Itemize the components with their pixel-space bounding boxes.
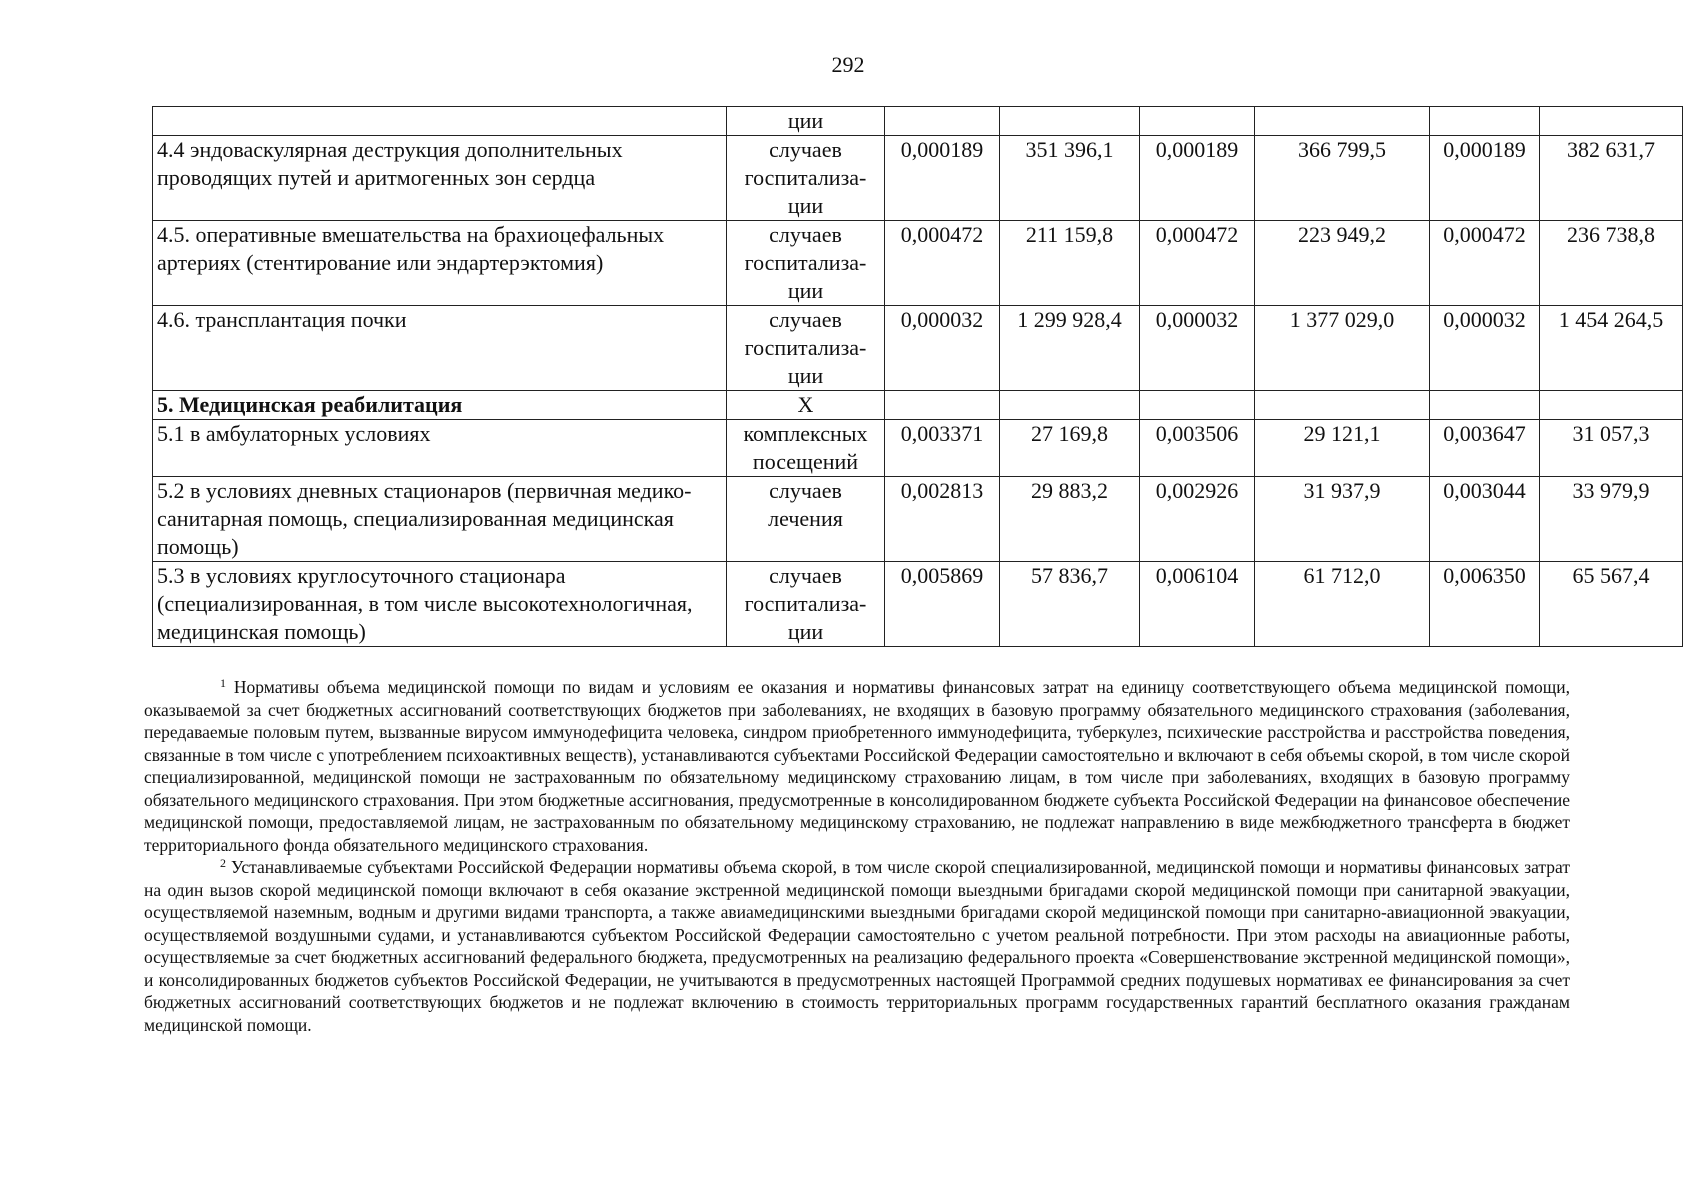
volume-norm-cell xyxy=(1430,107,1540,136)
cost-norm-cell xyxy=(1255,107,1430,136)
volume-norm-cell: 0,000472 xyxy=(1430,221,1540,306)
indicator-name-cell: 5. Медицинская реабилитация xyxy=(153,391,727,420)
cost-norm-cell xyxy=(1000,391,1140,420)
volume-norm-cell: 0,003371 xyxy=(885,420,1000,477)
cost-norm-cell: 57 836,7 xyxy=(1000,562,1140,647)
volume-norm-cell xyxy=(1430,391,1540,420)
norms-table xyxy=(152,106,1683,647)
cost-norm-cell: 65 567,4 xyxy=(1540,562,1683,647)
table-row xyxy=(153,306,1683,391)
footnote-mark: 1 xyxy=(220,676,226,690)
cost-norm-cell xyxy=(1255,391,1430,420)
volume-norm-cell: 0,000189 xyxy=(885,136,1000,221)
volume-norm-cell xyxy=(885,107,1000,136)
indicator-name-cell: 4.5. оперативные вмешательства на брахиоцефальных артериях (стентирование или эндартерэктомия) xyxy=(153,221,727,306)
volume-norm-cell: 0,006350 xyxy=(1430,562,1540,647)
volume-norm-cell: 0,003647 xyxy=(1430,420,1540,477)
volume-norm-cell: 0,000032 xyxy=(885,306,1000,391)
cost-norm-cell: 1 454 264,5 xyxy=(1540,306,1683,391)
volume-norm-cell: 0,003506 xyxy=(1140,420,1255,477)
cost-norm-cell: 1 299 928,4 xyxy=(1000,306,1140,391)
cost-norm-cell xyxy=(1000,107,1140,136)
cost-norm-cell: 31 937,9 xyxy=(1255,477,1430,562)
footnote-2 xyxy=(144,856,1570,1036)
page-number: 292 xyxy=(831,52,865,77)
volume-norm-cell: 0,006104 xyxy=(1140,562,1255,647)
volume-norm-cell: 0,000472 xyxy=(1140,221,1255,306)
table-row xyxy=(153,391,1683,420)
cost-norm-cell: 382 631,7 xyxy=(1540,136,1683,221)
cost-norm-cell: 27 169,8 xyxy=(1000,420,1140,477)
unit-cell: ции xyxy=(727,107,885,136)
cost-norm-cell: 366 799,5 xyxy=(1255,136,1430,221)
volume-norm-cell xyxy=(1140,107,1255,136)
volume-norm-cell: 0,000189 xyxy=(1430,136,1540,221)
cost-norm-cell: 31 057,3 xyxy=(1540,420,1683,477)
indicator-name-cell: 4.6. трансплантация почки xyxy=(153,306,727,391)
indicator-name-cell: 5.1 в амбулаторных условиях xyxy=(153,420,727,477)
cost-norm-cell: 61 712,0 xyxy=(1255,562,1430,647)
volume-norm-cell: 0,000189 xyxy=(1140,136,1255,221)
footnote-mark: 2 xyxy=(220,856,226,870)
unit-cell: случаев госпитализа-ции xyxy=(727,221,885,306)
volume-norm-cell: 0,003044 xyxy=(1430,477,1540,562)
volume-norm-cell xyxy=(1140,391,1255,420)
cost-norm-cell xyxy=(1540,391,1683,420)
unit-cell: Х xyxy=(727,391,885,420)
table-row xyxy=(153,136,1683,221)
unit-cell: комплексных посещений xyxy=(727,420,885,477)
table-row xyxy=(153,420,1683,477)
indicator-name-cell xyxy=(153,107,727,136)
volume-norm-cell: 0,000032 xyxy=(1140,306,1255,391)
unit-cell: случаев лечения xyxy=(727,477,885,562)
cost-norm-cell: 351 396,1 xyxy=(1000,136,1140,221)
cost-norm-cell: 1 377 029,0 xyxy=(1255,306,1430,391)
volume-norm-cell: 0,002926 xyxy=(1140,477,1255,562)
volume-norm-cell: 0,000032 xyxy=(1430,306,1540,391)
volume-norm-cell: 0,005869 xyxy=(885,562,1000,647)
indicator-name-cell: 5.3 в условиях круглосуточного стационара (специализированная, в том числе высокотехнологичная, медицинская помощь) xyxy=(153,562,727,647)
footnotes xyxy=(144,676,1570,1036)
unit-cell: случаев госпитализа-ции xyxy=(727,136,885,221)
volume-norm-cell: 0,000472 xyxy=(885,221,1000,306)
indicator-name-cell: 4.4 эндоваскулярная деструкция дополнительных проводящих путей и аритмогенных зон сердца xyxy=(153,136,727,221)
footnote-text: Устанавливаемые субъектами Российской Федерации нормативы объема скорой, в том числе скорой специализированной, медицинской помощи и нормативы финансовых затрат на один вызов скорой медицинской помощи включают в себя оказание экстренной медицинской помощи выездными бригадами скорой медицинской помощи при санитарной эвакуации, осуществляемой наземным, водным и другими видами транспорта, а также авиамедицинскими выездными бригадами скорой медицинской помощи при санитарно-авиационной эвакуации, осуществляемой воздушными судами, и устанавливаются субъектом Российской Федерации самостоятельно с учетом реальной потребности. При этом расходы на авиационные работы, осуществляемые за счет бюджетных ассигнований федерального бюджета, предусмотренных на реализацию федерального проекта «Совершенствование экстренной медицинской помощи», и консолидированных бюджетов субъектов Российской Федерации, не учитываются в предусмотренных настоящей Программой средних подушевых нормативах ее финансирования за счет бюджетных ассигнований соответствующих бюджетов и не подлежат включению в стоимость территориальных программ государственных гарантий бесплатного оказания гражданам медицинской помощи. xyxy=(144,857,1570,1035)
footnote-1 xyxy=(144,676,1570,856)
table-row xyxy=(153,477,1683,562)
cost-norm-cell: 33 979,9 xyxy=(1540,477,1683,562)
footnote-text: Нормативы объема медицинской помощи по видам и условиям ее оказания и нормативы финансовых затрат на единицу соответствующего объема медицинской помощи, оказываемой за счет бюджетных ассигнований соответствующих бюджетов при заболеваниях, не входящих в базовую программу обязательного медицинского страхования (заболевания, передаваемые половым путем, вызванные вирусом иммунодефицита человека, синдром приобретенного иммунодефицита, туберкулез, психические расстройства и расстройства поведения, связанные в том числе с употреблением психоактивных веществ), устанавливаются субъектами Российской Федерации самостоятельно и включают в себя объемы скорой, в том числе скорой специализированной, медицинской помощи не застрахованным по обязательному медицинскому страхованию лицам, в том числе при заболеваниях, входящих в базовую программу обязательного медицинского страхования. При этом бюджетные ассигнования, предусмотренные в консолидированном бюджете субъекта Российской Федерации на финансовое обеспечение медицинской помощи, предоставляемой лицам, не застрахованным по обязательному медицинскому страхованию, не подлежат направлению в виде межбюджетного трансферта в бюджет территориального фонда обязательного медицинского страхования. xyxy=(144,677,1570,855)
volume-norm-cell xyxy=(885,391,1000,420)
unit-cell: случаев госпитализа-ции xyxy=(727,306,885,391)
cost-norm-cell: 211 159,8 xyxy=(1000,221,1140,306)
cost-norm-cell: 223 949,2 xyxy=(1255,221,1430,306)
cost-norm-cell xyxy=(1540,107,1683,136)
volume-norm-cell: 0,002813 xyxy=(885,477,1000,562)
table-row xyxy=(153,107,1683,136)
indicator-name-cell: 5.2 в условиях дневных стационаров (первичная медико-санитарная помощь, специализированная медицинская помощь) xyxy=(153,477,727,562)
table-body xyxy=(153,107,1683,647)
table-row xyxy=(153,221,1683,306)
cost-norm-cell: 236 738,8 xyxy=(1540,221,1683,306)
table-row xyxy=(153,562,1683,647)
unit-cell: случаев госпитализа-ции xyxy=(727,562,885,647)
cost-norm-cell: 29 121,1 xyxy=(1255,420,1430,477)
cost-norm-cell: 29 883,2 xyxy=(1000,477,1140,562)
